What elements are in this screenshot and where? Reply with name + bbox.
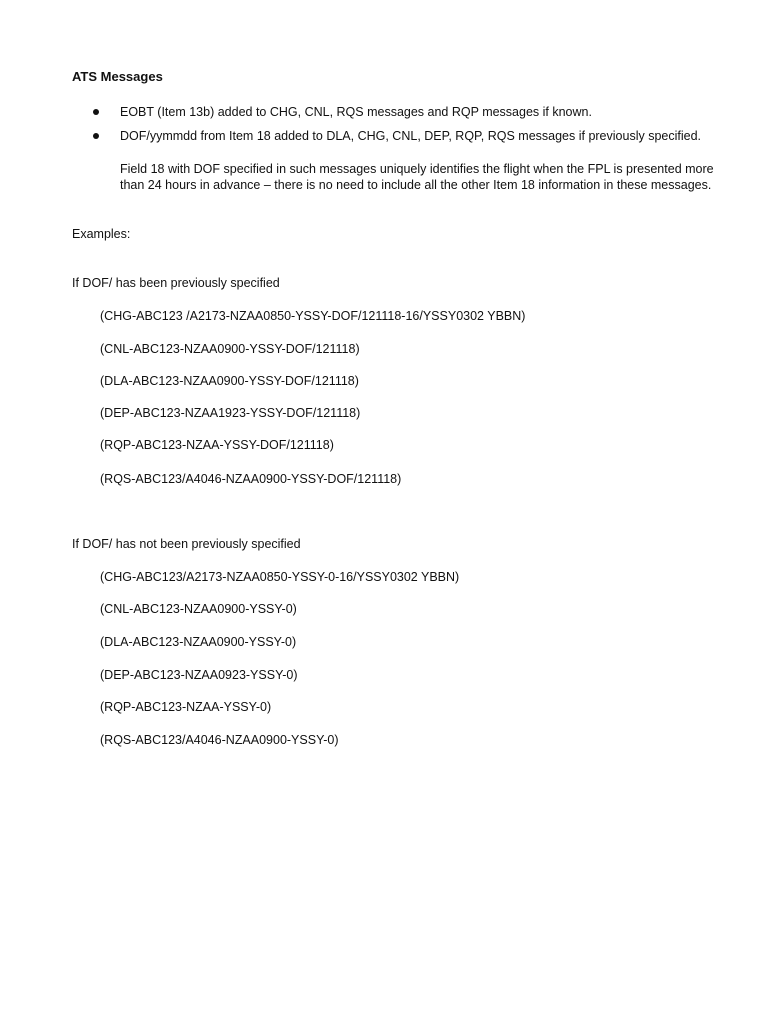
- bullet-text: EOBT (Item 13b) added to CHG, CNL, RQS messages and RQP messages if known.: [120, 105, 592, 119]
- message-line: (RQS-ABC123/A4046-NZAA0900-YSSY-DOF/121118): [100, 472, 402, 486]
- message-line: (CNL-ABC123-NZAA0900-YSSY-DOF/121118): [100, 342, 360, 356]
- message-line: (CHG-ABC123/A2173-NZAA0850-YSSY-0-16/YSSY0302 YBBN): [100, 570, 460, 584]
- section-heading-not-specified: If DOF/ has not been previously specified: [72, 537, 301, 551]
- section-heading-specified: If DOF/ has been previously specified: [72, 276, 280, 290]
- message-line: (RQP-ABC123-NZAA-YSSY-DOF/121118): [100, 438, 334, 452]
- message-line: (RQP-ABC123-NZAA-YSSY-0): [100, 700, 272, 714]
- examples-label: Examples:: [72, 227, 131, 241]
- message-line: (DEP-ABC123-NZAA1923-YSSY-DOF/121118): [100, 406, 361, 420]
- bullet-text: DOF/yymmdd from Item 18 added to DLA, CHG, CNL, DEP, RQP, RQS messages if previously specified.: [120, 129, 701, 143]
- message-line: (CNL-ABC123-NZAA0900-YSSY-0): [100, 602, 297, 616]
- message-line: (CHG-ABC123 /A2173-NZAA0850-YSSY-DOF/121118-16/YSSY0302 YBBN): [100, 309, 526, 323]
- message-line: (DLA-ABC123-NZAA0900-YSSY-DOF/121118): [100, 374, 359, 388]
- message-line: (DEP-ABC123-NZAA0923-YSSY-0): [100, 668, 298, 682]
- message-line: (DLA-ABC123-NZAA0900-YSSY-0): [100, 635, 297, 649]
- page-title: ATS Messages: [72, 69, 163, 84]
- note-paragraph: Field 18 with DOF specified in such messages uniquely identifies the flight when the FPL is presented more than 24 hours in advance – there is no need to include all the other Item 18 information in these messages.: [120, 162, 714, 193]
- message-line: (RQS-ABC123/A4046-NZAA0900-YSSY-0): [100, 733, 339, 747]
- bullet-icon: [93, 133, 99, 139]
- bullet-icon: [93, 109, 99, 115]
